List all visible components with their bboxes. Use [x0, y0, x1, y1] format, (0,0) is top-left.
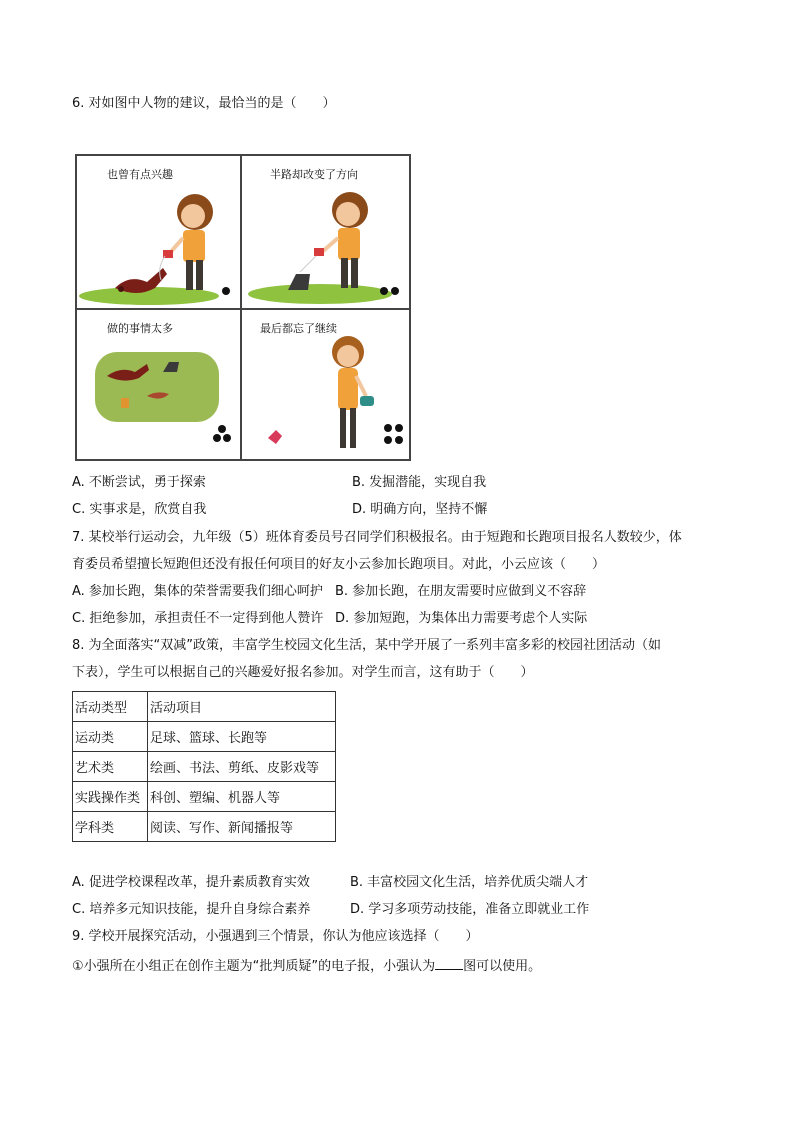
q7-stem-line-2: 育委员希望擅长短跑但还没有报任何项目的好友小云参加长跑项目。对此，小云应该（ ）: [72, 557, 606, 572]
q6-stem: 6. 对如图中人物的建议，最恰当的是（ ）: [72, 96, 336, 111]
q6-option-d[interactable]: D. 明确方向，坚持不懈: [352, 502, 488, 517]
table-cell: 阅读、写作、新闻播报等: [148, 812, 336, 842]
table-row: [73, 782, 336, 812]
q7-option-c[interactable]: C. 拒绝参加，承担责任不一定得到他人赞许: [72, 611, 324, 626]
panel-1-illustration: [77, 156, 239, 306]
q8-option-d[interactable]: D. 学习多项劳动技能，准备立即就业工作: [350, 902, 590, 917]
q6-option-c[interactable]: C. 实事求是，欣赏自我: [72, 502, 207, 517]
q9-item-1-text-after: 图可以使用。: [463, 959, 542, 974]
q6-option-b[interactable]: B. 发掘潜能，实现自我: [352, 475, 487, 490]
panel-4-caption: 最后都忘了继续: [260, 322, 337, 335]
q9-answer-blank[interactable]: [435, 956, 463, 970]
q8-option-a[interactable]: A. 促进学校课程改革，提升素质教育实效: [72, 875, 310, 890]
panel-1-caption: 也曾有点兴趣: [107, 168, 173, 181]
table-cell: 运动类: [73, 722, 148, 752]
table-cell: 实践操作类: [73, 782, 148, 812]
q7-option-b[interactable]: B. 参加长跑，在朋友需要时应做到义不容辞: [335, 584, 587, 599]
panel-4-illustration: [242, 310, 409, 460]
table-row: [73, 752, 336, 782]
q7-stem-line-1: 7. 某校举行运动会，九年级（5）班体育委员号召同学们积极报名。由于短跑和长跑项目报名人数较少，体: [72, 530, 682, 545]
activity-table: [72, 691, 336, 842]
table-header-cell: 活动项目: [148, 692, 336, 722]
q8-stem-line-1: 8. 为全面落实“双减”政策，丰富学生校园文化生活，某中学开展了一系列丰富多彩的校园社团活动（如: [72, 638, 662, 653]
table-cell: 科创、塑编、机器人等: [148, 782, 336, 812]
q9-item-1: [72, 956, 541, 976]
q7-option-d[interactable]: D. 参加短跑，为集体出力需要考虑个人实际: [335, 611, 588, 626]
table-row: [73, 722, 336, 752]
q9-item-1-text-before: ①小强所在小组正在创作主题为“批判质疑”的电子报，小强认为: [72, 959, 436, 974]
table-cell: 绘画、书法、剪纸、皮影戏等: [148, 752, 336, 782]
panel-2-illustration: [242, 156, 409, 306]
q8-option-b[interactable]: B. 丰富校园文化生活，培养优质尖端人才: [350, 875, 589, 890]
q8-option-c[interactable]: C. 培养多元知识技能，提升自身综合素养: [72, 902, 311, 917]
panel-3-caption: 做的事情太多: [107, 322, 173, 335]
q6-option-a[interactable]: A. 不断尝试，勇于探索: [72, 475, 206, 490]
table-cell: 足球、篮球、长跑等: [148, 722, 336, 752]
table-header-cell: 活动类型: [73, 692, 148, 722]
q8-stem-line-2: 下表），学生可以根据自己的兴趣爱好报名参加。对学生而言，这有助于（ ）: [72, 665, 534, 680]
q7-option-a[interactable]: A. 参加长跑，集体的荣誉需要我们细心呵护: [72, 584, 323, 599]
table-cell: 学科类: [73, 812, 148, 842]
comic-strip: [75, 154, 411, 461]
panel-2-caption: 半路却改变了方向: [270, 168, 358, 181]
table-row: [73, 812, 336, 842]
table-cell: 艺术类: [73, 752, 148, 782]
table-header-row: [73, 692, 336, 722]
q9-stem: 9. 学校开展探究活动，小强遇到三个情景，你认为他应该选择（ ）: [72, 929, 479, 944]
panel-3-illustration: [77, 310, 239, 460]
